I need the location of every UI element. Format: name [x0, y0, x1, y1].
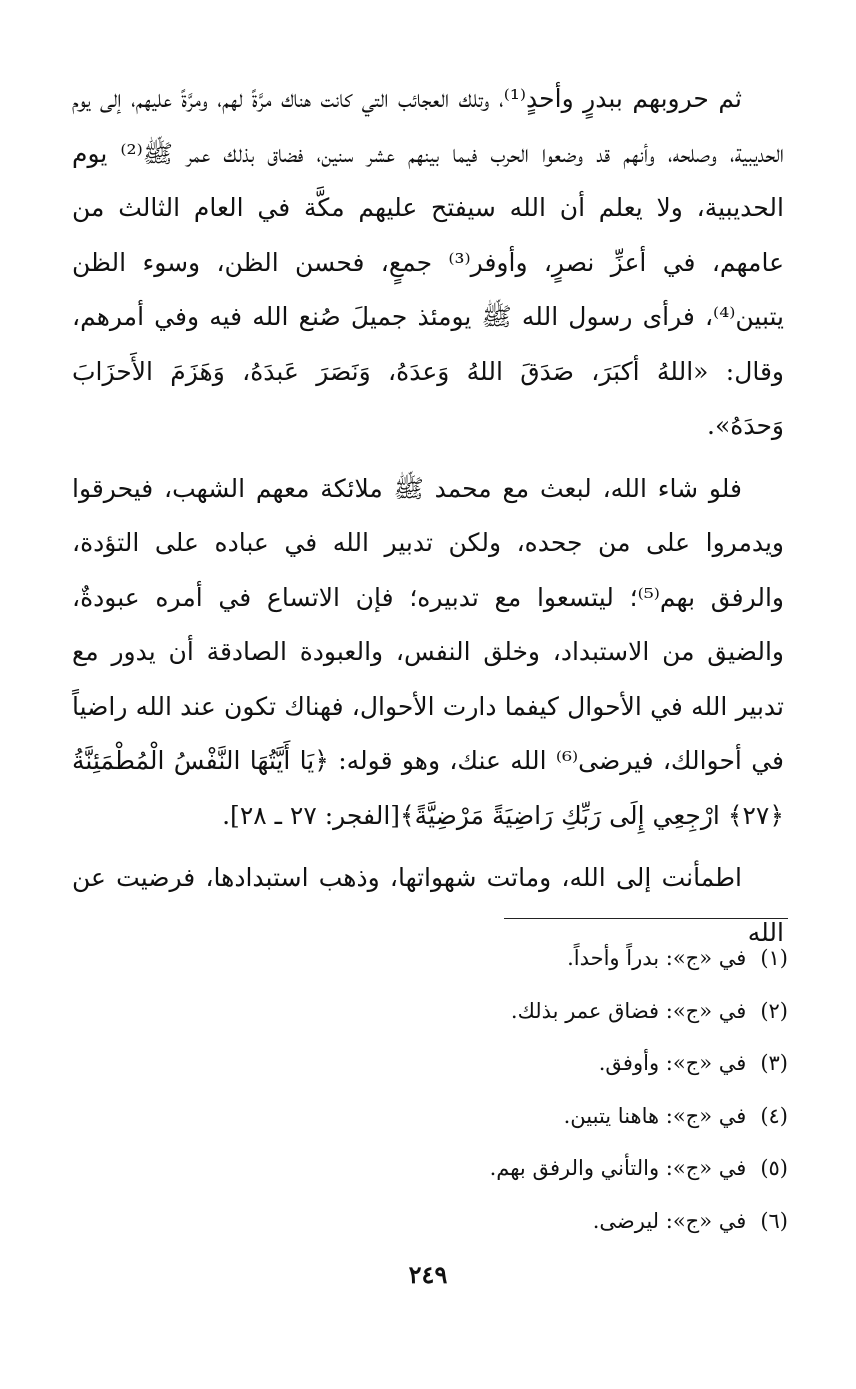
footnote-number: (١): [760, 946, 788, 970]
paragraph: اطمأنت إلى الله، وماتت شهواتها، وذهب استبدادها، فرضيت عن الله: [72, 863, 784, 947]
footnote-text: في «ج»: وأوفق.: [598, 1051, 747, 1075]
footnote: [72, 1090, 788, 1143]
footnote-number: (٣): [760, 1051, 788, 1075]
footnote-number: (٦): [760, 1208, 788, 1233]
paragraph: فلو شاء الله، لبعث مع محمد ﷺ ملائكة معهم الشهب، فيحرقوا ويدمروا على من جحده، ولكن تدبير الله في عباده على التؤدة، والرفق بهم⁽⁵⁾؛ ليتسعوا مع تدبيره؛ فإن الاتساع في أمره عبودةٌ، والضيق من الاستبداد، وخلق النفس، والعبودة الصادقة أن يدور مع تدبير الله في الأحوال كيفما دارت الأحوال، فهناك تكون عند الله راضياً في أحوالك، فيرضى⁽⁶⁾ الله عنك، وهو قوله: ﴿يَا أَيَّتُهَا النَّفْسُ الْمُطْمَئِنَّةُ ﴿٢٧﴾ ارْجِعِي إِلَى رَبِّكِ رَاضِيَةً مَرْضِيَّةً﴾[الفجر: ٢٧ ـ ٢٨].: [72, 473, 785, 830]
footnotes-list: [72, 932, 788, 1247]
footnote-text: في «ج»: والتأني والرفق بهم.: [489, 1156, 747, 1180]
paragraph: ثم حروبهم ببدرٍ وأحدٍ⁽¹⁾، وتلك العجائب التي كانت هناك مرَّةً لهم، ومرَّةً عليهم، إلى يوم الحديبية، وصلحه، وأنهم قد وضعوا الحرب فيما بينهم عشر سنين، فضاق بذلك عمر ﷺ⁽²⁾ يوم الحديبية، ولا يعلم أن الله سيفتح عليهم مكَّة في العام الثالث من عامهم، في أعزِّ نصرٍ، وأوفر⁽³⁾ جمعٍ، فحسن الظن، وسوء الظن يتبين⁽⁴⁾، فرأى رسول الله ﷺ يومئذ جميلَ صُنع الله فيه وفي أمرهم، وقال: «اللهُ أكبَرَ، صَدَقَ اللهُ وَعدَهُ، وَنَصَرَ عَبدَهُ، وَهَزَمَ الأَحزَابَ وَحدَهُ».: [72, 84, 784, 440]
footnote-number: (٢): [760, 998, 788, 1023]
footnote-text: في «ج»: فضاق عمر بذلك.: [510, 998, 747, 1023]
footnote: [72, 985, 788, 1038]
page-number: ٢٤٩: [408, 1260, 448, 1289]
footnote: [72, 1195, 788, 1248]
footnote-number: (٤): [760, 1103, 788, 1128]
footnote-text: في «ج»: هاهنا يتبين.: [563, 1103, 747, 1128]
footnote: [72, 1142, 788, 1195]
footnote-text: في «ج»: بدراً وأحداً.: [567, 946, 747, 970]
main-text: [72, 72, 784, 960]
footnote-number: (٥): [760, 1156, 788, 1180]
footnote-divider: [504, 918, 788, 919]
footnote: [72, 1037, 788, 1090]
footnote: [72, 932, 788, 985]
footnote-text: في «ج»: ليرضى.: [592, 1208, 747, 1233]
